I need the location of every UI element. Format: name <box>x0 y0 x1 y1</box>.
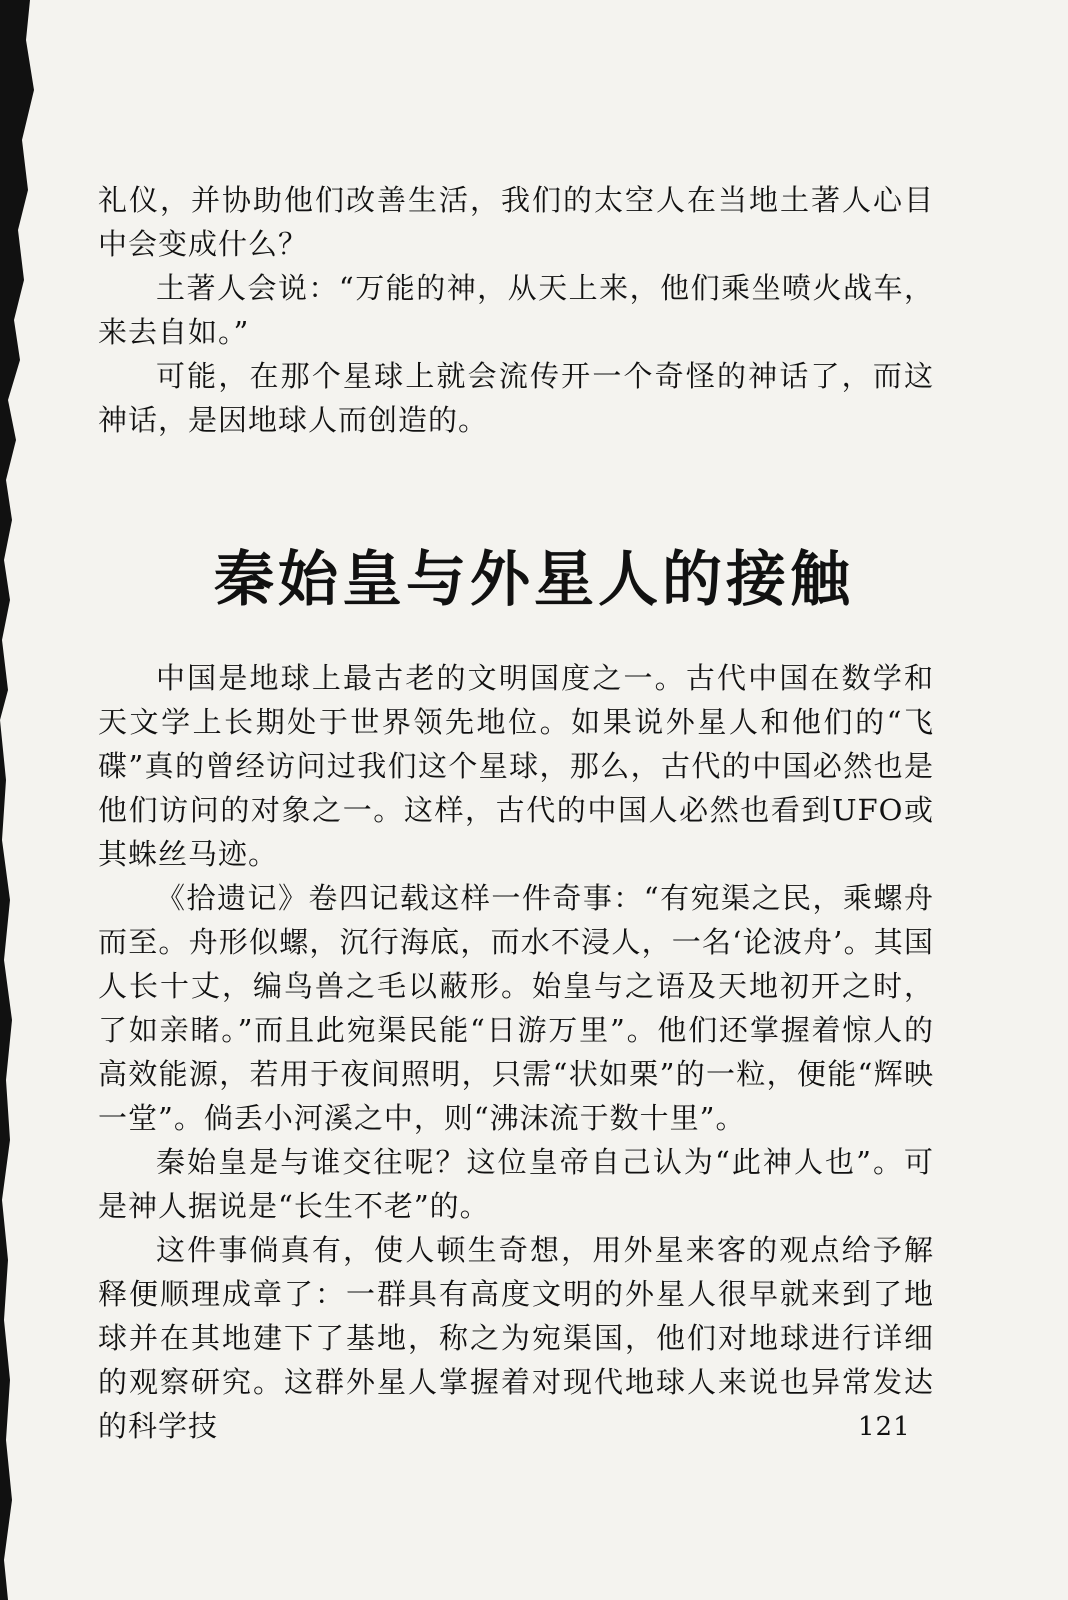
paragraph: 秦始皇是与谁交往呢？这位皇帝自己认为“此神人也”。可是神人据说是“长生不老”的。 <box>98 1145 934 1223</box>
body-text <box>98 656 934 1448</box>
paragraph: 可能，在那个星球上就会流传开一个奇怪的神话了，而这神话，是因地球人而创造的。 <box>98 359 934 437</box>
section-title: 秦始皇与外星人的接触 <box>214 545 854 615</box>
paragraph: 《拾遗记》卷四记载这样一件奇事：“有宛渠之民，乘螺舟而至。舟形似螺，沉行海底，而水不浸人，一名‘论波舟’。其国人长十丈，编鸟兽之毛以蔽形。始皇与之语及天地初开之时，了如亲睹。”而且此宛渠民能“日游万里”。他们还掌握着惊人的高效能源，若用于夜间照明，只需“状如栗”的一粒，便能“辉映一堂”。倘丢小河溪之中，则“沸沫流于数十里”。 <box>98 881 934 1135</box>
paragraph: 土著人会说：“万能的神，从天上来，他们乘坐喷火战车，来去自如。” <box>98 271 934 349</box>
paragraph: 中国是地球上最古老的文明国度之一。古代中国在数学和天文学上长期处于世界领先地位。如果说外星人和他们的“飞碟”真的曾经访问过我们这个星球，那么，古代的中国必然也是他们访问的对象之一。这样，古代的中国人必然也看到UFO或其蛛丝马迹。 <box>98 661 934 871</box>
paragraph: 这件事倘真有，使人顿生奇想，用外星来客的观点给予解释便顺理成章了：一群具有高度文明的外星人很早就来到了地球并在其地建下了基地，称之为宛渠国，他们对地球进行详细的观察研究。这群外星人掌握着对现代地球人来说也异常发达的科学技 <box>98 1233 934 1443</box>
paragraph: 礼仪，并协助他们改善生活，我们的太空人在当地土著人心目中会变成什么？ <box>98 183 934 261</box>
page-number: 121 <box>858 1412 911 1442</box>
top-text <box>98 178 934 442</box>
torn-edge-decoration <box>0 0 40 1600</box>
